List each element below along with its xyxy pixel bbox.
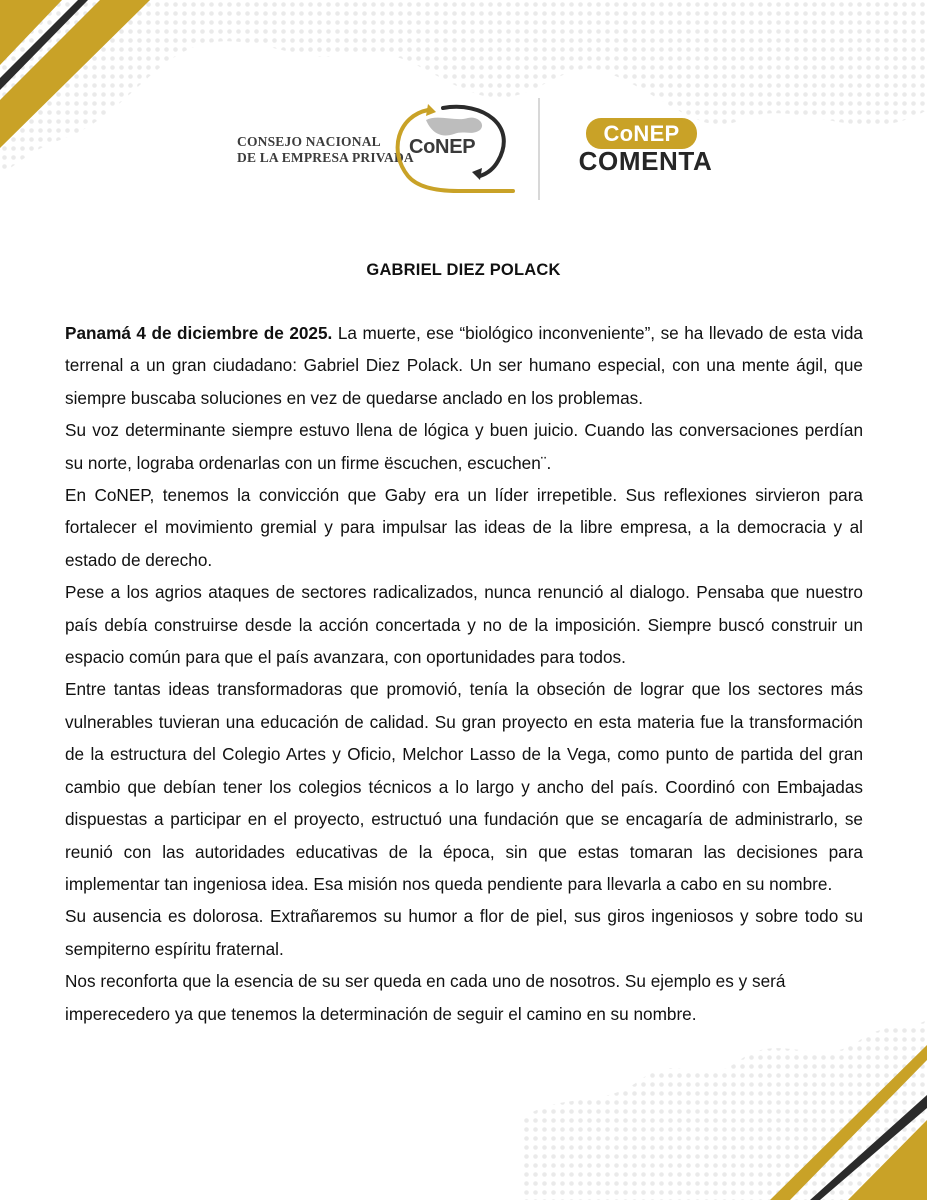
page-title: GABRIEL DIEZ POLACK (366, 261, 561, 279)
header (0, 0, 927, 215)
header-divider (538, 98, 540, 200)
org-name (237, 134, 414, 165)
paragraph-6: Su ausencia es dolorosa. Extrañaremos su humor a flor de piel, sus giros ingeniosos y sobre todo su sempiterno espíritu fraternal. (65, 906, 863, 959)
paragraph-1 (65, 317, 863, 414)
comenta-label: COMENTA (578, 146, 713, 176)
org-name-line2: DE LA EMPRESA PRIVADA (237, 149, 414, 165)
paragraph-4: Pese a los agrios ataques de sectores radicalizados, nunca renunció al dialogo. Pensaba que nuestro país debía construirse desde la acción concertada y no de la imposición. Siempre buscó construir un espacio común para que el país avanzara, con oportunidades para todos. (65, 582, 863, 668)
lead-date: Panamá 4 de diciembre de 2025. (65, 323, 333, 343)
paragraph-3: En CoNEP, tenemos la convicción que Gaby era un líder irrepetible. Sus reflexiones sirvieron para fortalecer el movimiento gremial y para impulsar las ideas de la libre empresa, a la democracia y al estado de derecho. (65, 485, 863, 570)
conep-badge: CoNEP (586, 118, 697, 149)
paragraph-2: Su voz determinante siempre estuvo llena de lógica y buen juicio. Cuando las conversaciones perdían su norte, lograba ordenarlas con un firme ëscuchen, escuchen¨. (65, 420, 863, 473)
paragraph-7: Nos reconforta que la esencia de su ser queda en cada uno de nosotros. Su ejemplo es y será imperecedero ya que tenemos la determinación de seguir el camino en su nombre. (65, 971, 786, 1024)
document-body (65, 317, 863, 1030)
conep-logo-text: CoNEP (409, 136, 476, 158)
paragraph-5: Entre tantas ideas transformadoras que promovió, tenía la obseción de lograr que los sectores más vulnerables tuvieran una educación de calidad. Su gran proyecto en esta materia fue la transformación de la estructura del Colegio Artes y Oficio, Melchor Lasso de la Vega, como punto de partida del gran cambio que debían tener los colegios técnicos a lo largo y ancho del país. Coordinó con Embajadas dispuestas a participar en el proyecto, estructuó una fundación que se encagaría de administrarlo, se reunió con las autoridades educativas de la época, sin que estas tomaran las decisiones para implementar tan ingeniosa idea. Esa misión nos queda pendiente para llevarla a cabo en su nombre. (65, 679, 863, 894)
paragraph-1-text: La muerte, ese “biológico inconveniente”, se ha llevado de esta vida terrenal a un gran ciudadano: Gabriel Diez Polack. Un ser humano especial, con una mente ágil, que siempre buscaba soluciones en vez de quedarse anclado en los problemas. (65, 323, 863, 408)
org-name-line1: CONSEJO NACIONAL (237, 134, 381, 149)
